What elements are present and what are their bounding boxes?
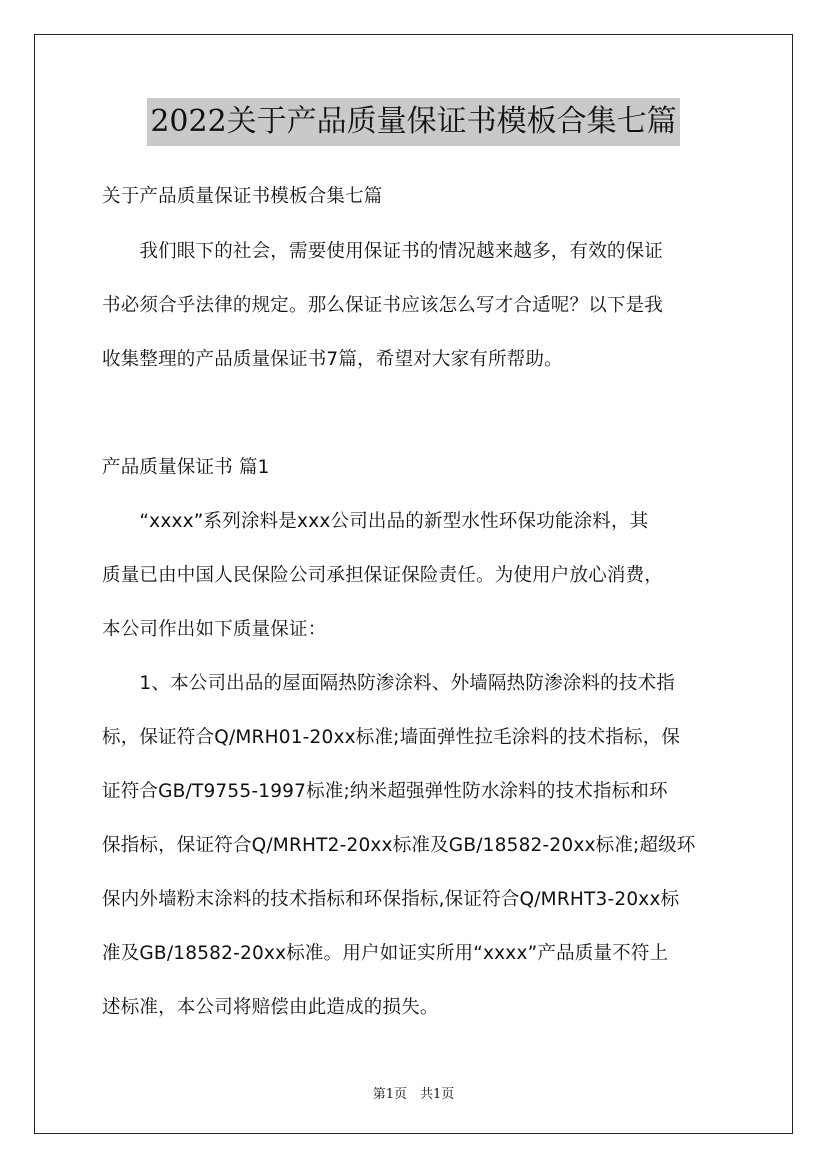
title-container xyxy=(0,98,827,146)
item-line: 标，保证符合Q/MRH01-20xx标准;墙面弹性拉毛涂料的技术指标，保 xyxy=(102,727,681,748)
document-subtitle: 关于产品质量保证书模板合集七篇 xyxy=(102,186,383,207)
document-title: 2022关于产品质量保证书模板合集七篇 xyxy=(147,98,679,146)
paragraph-line: 质量已由中国人民保险公司承担保证保险责任。为使用户放心消费， xyxy=(102,565,664,586)
item-line: 述标准，本公司将赔偿由此造成的损失。 xyxy=(102,997,439,1018)
page-footer: 第1页 共1页 xyxy=(372,1087,455,1102)
intro-line: 书必须合乎法律的规定。那么保证书应该怎么写才合适呢？以下是我 xyxy=(102,295,664,316)
item-line: 1、本公司出品的屋面隔热防渗涂料、外墙隔热防渗涂料的技术指 xyxy=(102,673,675,694)
item-line: 准及GB/18582-20xx标准。用户如证实所用“xxxx”产品质量不符上 xyxy=(102,943,669,964)
intro-line: 我们眼下的社会，需要使用保证书的情况越来越多，有效的保证 xyxy=(102,241,664,262)
paragraph-line: 本公司作出如下质量保证： xyxy=(102,619,327,640)
item-line: 保指标，保证符合Q/MRHT2-20xx标准及GB/18582-20xx标准;超级环 xyxy=(102,835,696,856)
paragraph-line: “xxxx”系列涂料是xxx公司出品的新型水性环保功能涂料，其 xyxy=(102,511,649,532)
item-line: 保内外墙粉末涂料的技术指标和环保指标,保证符合Q/MRHT3-20xx标 xyxy=(102,889,680,910)
item-line: 证符合GB/T9755-1997标准;纳米超强弹性防水涂料的技术指标和环 xyxy=(102,781,668,802)
section-heading: 产品质量保证书 篇1 xyxy=(102,457,270,478)
intro-line: 收集整理的产品质量保证书7篇，希望对大家有所帮助。 xyxy=(102,349,563,370)
